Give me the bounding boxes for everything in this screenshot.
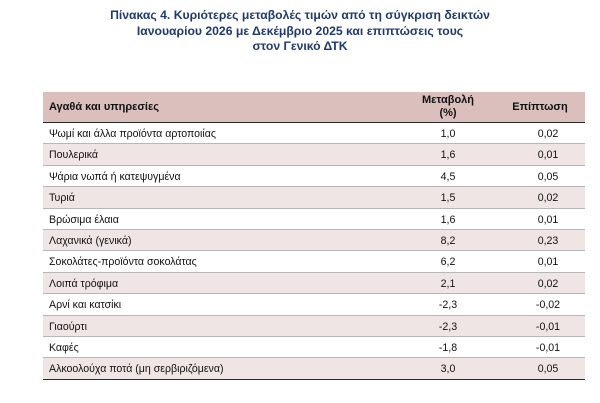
table-row	[43, 166, 585, 187]
table-row	[43, 316, 585, 337]
table-row	[43, 294, 585, 315]
row-item-name: Σοκολάτες-προϊόντα σοκολάτας	[49, 256, 197, 269]
table-row	[43, 123, 585, 144]
title-line-1: Πίνακας 4. Κυριότερες μεταβολές τιμών από τη σύγκριση δεικτών	[110, 8, 490, 22]
row-change-value: 2,1	[440, 277, 456, 290]
row-impact-value: 0,23	[537, 234, 559, 247]
title-line-3: στον Γενικό ΔΤΚ	[252, 39, 348, 53]
title-line-2: Ιανουαρίου 2026 με Δεκέμβριο 2025 και επιπτώσεις τους	[136, 23, 464, 38]
table-title	[0, 8, 600, 55]
header-change-label: Μεταβολή	[421, 94, 475, 106]
row-item-name: Καφές	[49, 341, 79, 354]
row-impact-value: 0,02	[537, 192, 559, 205]
table-row	[43, 251, 585, 272]
row-item-name: Αρνί και κατσίκι	[49, 299, 122, 312]
row-impact-value: -0,02	[535, 299, 561, 312]
header-goods-services: Αγαθά και υπηρεσίες	[49, 101, 159, 113]
row-item-name: Βρώσιμα έλαια	[49, 213, 119, 226]
header-impact: Επίπτωση	[512, 101, 568, 113]
row-impact-value: 0,05	[537, 363, 559, 376]
table-row	[43, 358, 585, 379]
row-item-name: Πουλερικά	[49, 149, 99, 162]
row-impact-value: 0,05	[537, 170, 559, 183]
row-change-value: 1,5	[440, 192, 456, 205]
row-change-value: 3,0	[440, 363, 456, 376]
table-header-row	[43, 92, 585, 123]
row-impact-value: 0,02	[537, 128, 559, 140]
row-change-value: -2,3	[438, 320, 458, 333]
row-item-name: Λοιπά τρόφιμα	[49, 277, 119, 290]
row-change-value: 1,6	[440, 213, 456, 226]
row-impact-value: -0,01	[535, 341, 561, 354]
row-change-value: -2,3	[438, 299, 458, 312]
row-item-name: Ψωμί και άλλα προϊόντα αρτοποιίας	[49, 128, 216, 140]
table-row	[43, 337, 585, 358]
table-row	[43, 209, 585, 230]
row-item-name: Γιαούρτι	[49, 320, 87, 333]
row-change-value: 4,5	[440, 170, 456, 183]
row-item-name: Λαχανικά (γενικά)	[49, 234, 132, 247]
table-row	[43, 144, 585, 165]
table-row	[43, 187, 585, 208]
header-change	[403, 94, 493, 120]
price-changes-table	[43, 92, 585, 380]
row-change-value: -1,8	[438, 341, 458, 354]
row-change-value: 1,6	[440, 149, 456, 162]
row-impact-value: 0,01	[537, 149, 559, 162]
header-change-unit: (%)	[439, 107, 457, 119]
row-change-value: 8,2	[440, 234, 456, 247]
row-item-name: Ψάρια νωπά ή κατεψυγμένα	[49, 170, 181, 183]
row-item-name: Αλκοολούχα ποτά (μη σερβιριζόμενα)	[49, 363, 224, 376]
row-change-value: 6,2	[440, 256, 456, 269]
row-impact-value: 0,01	[537, 213, 559, 226]
row-impact-value: 0,01	[537, 256, 559, 269]
row-change-value: 1,0	[440, 128, 456, 140]
row-impact-value: 0,02	[537, 277, 559, 290]
row-item-name: Τυριά	[49, 192, 75, 205]
table-row	[43, 273, 585, 294]
table-row	[43, 230, 585, 251]
row-impact-value: -0,01	[535, 320, 561, 333]
